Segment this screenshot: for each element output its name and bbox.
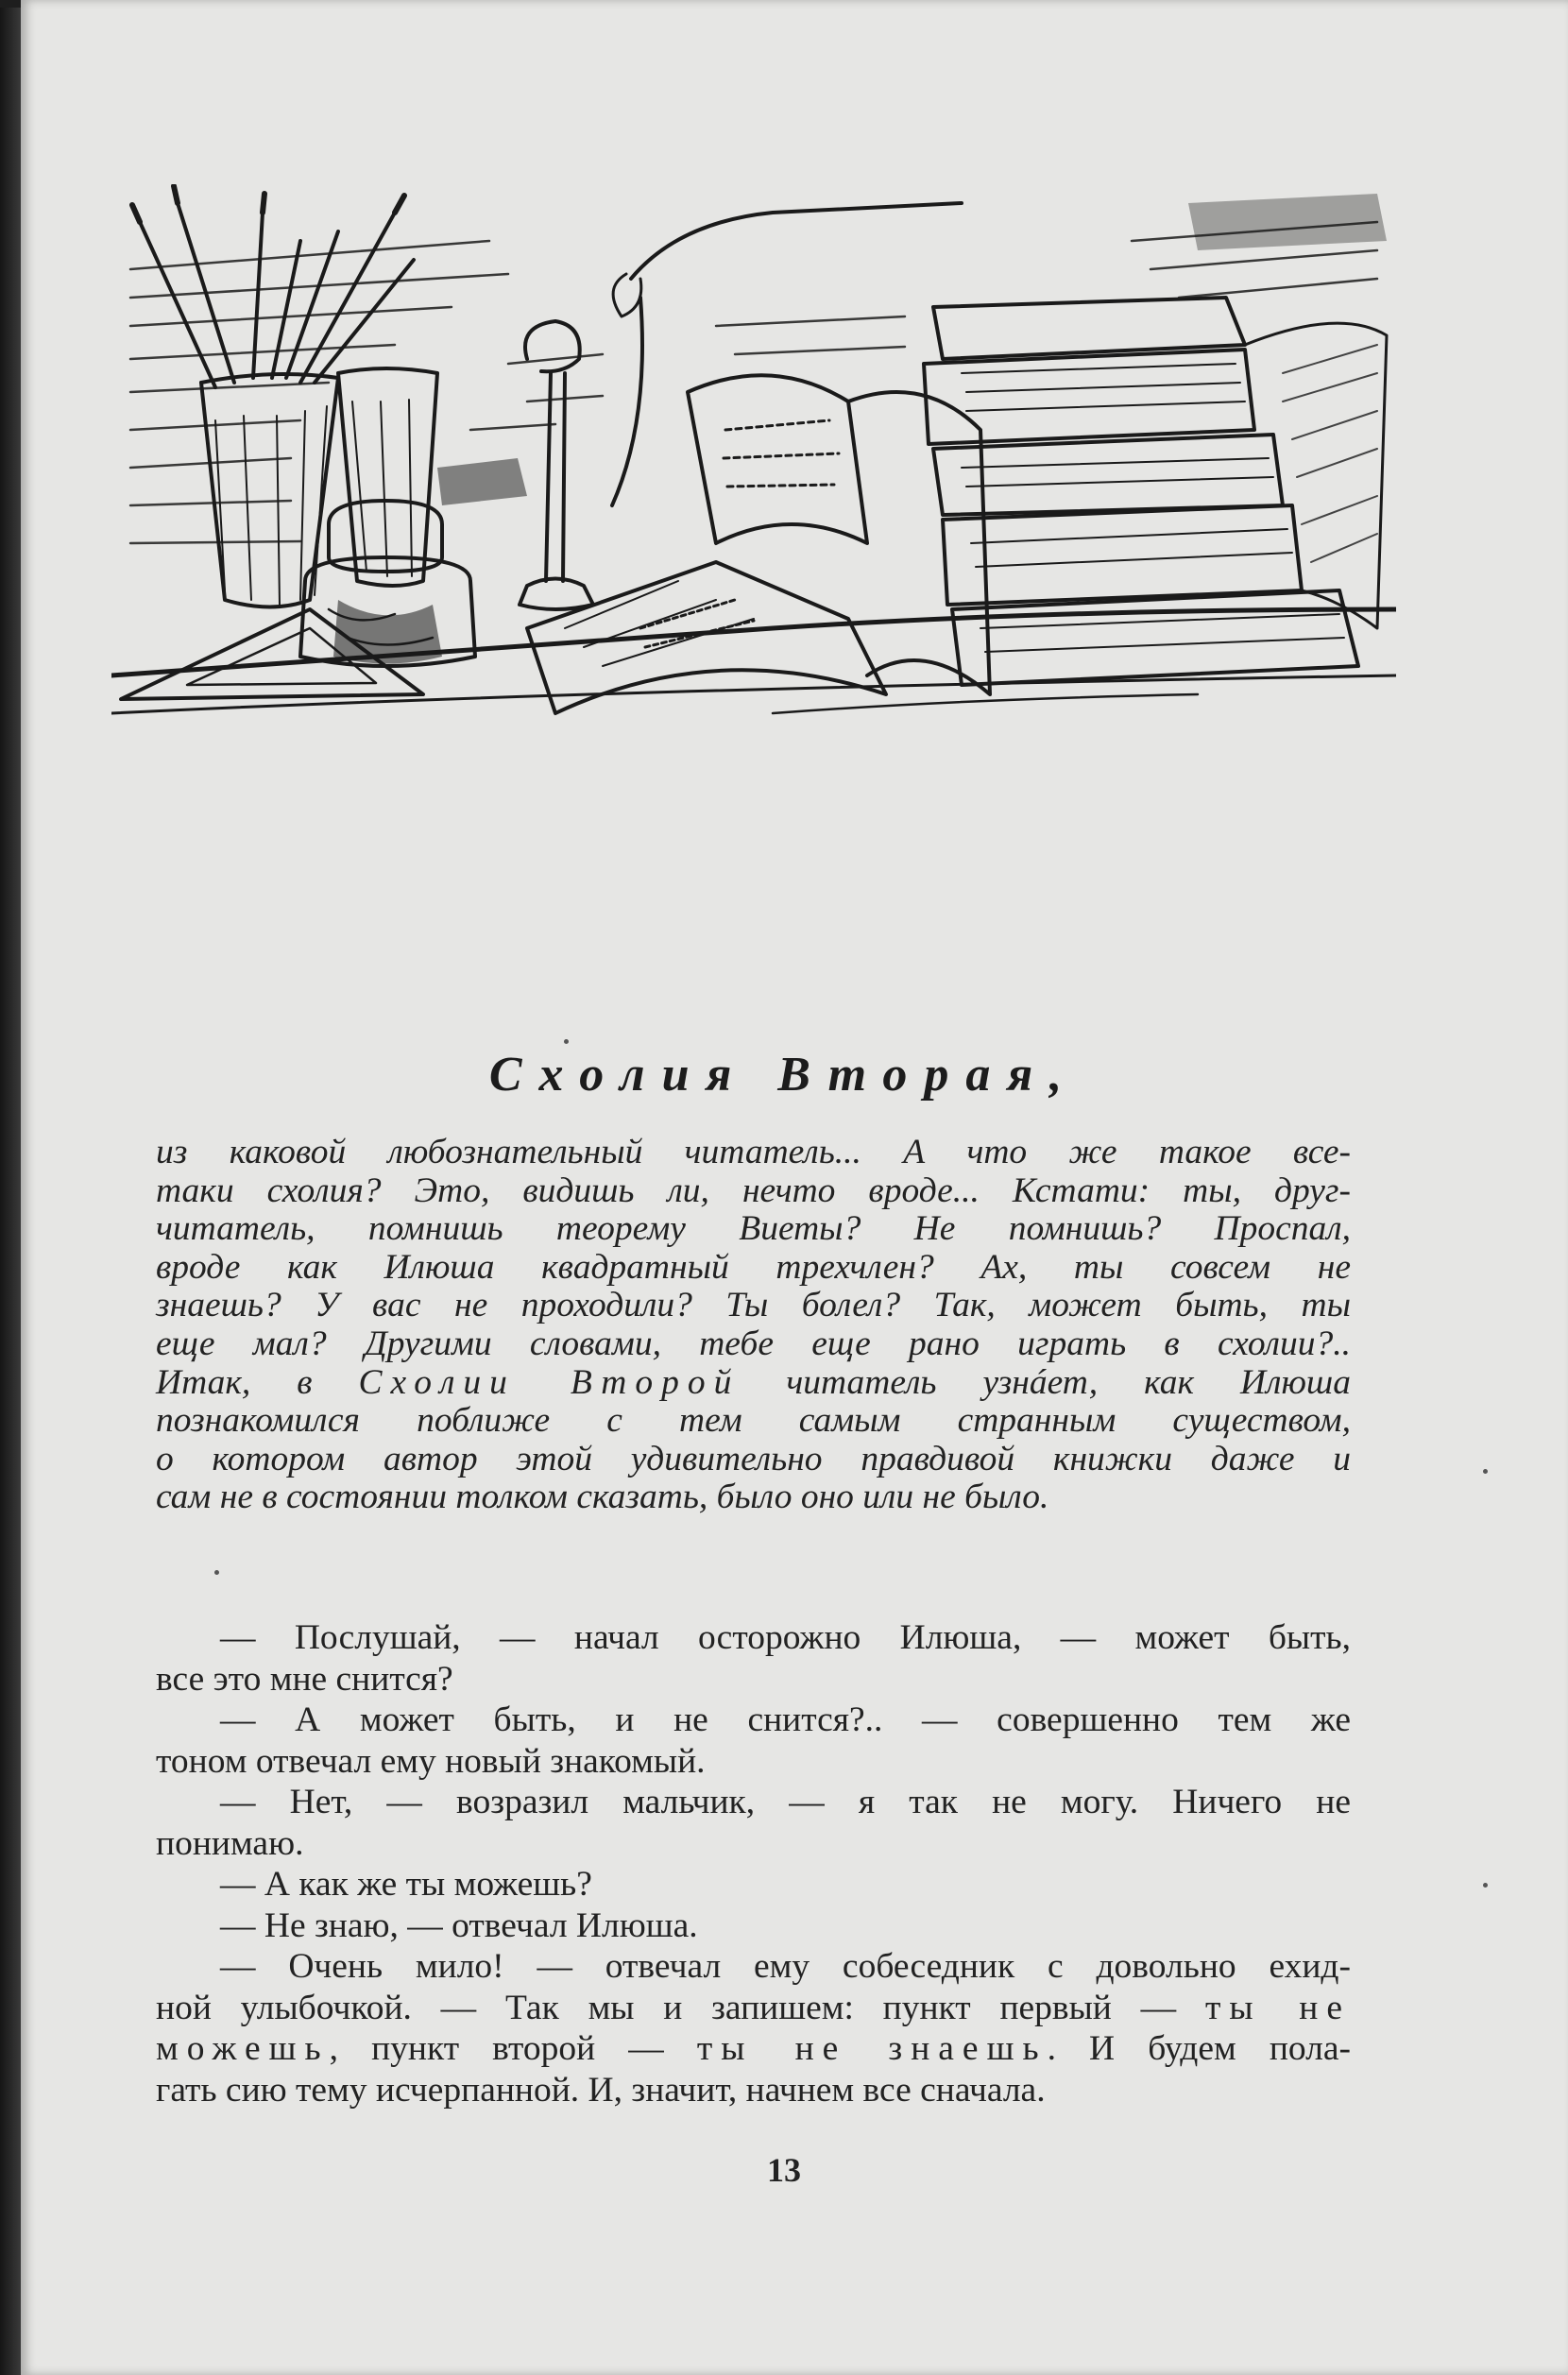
body-line — [156, 1741, 1351, 1783]
epigraph-line: еще мал? Другими словами, тебе еще рано играть в схолии?.. — [156, 1324, 1351, 1363]
speck — [214, 1570, 219, 1575]
book-spine-edge — [0, 0, 21, 2375]
body-line — [156, 1864, 1351, 1905]
body-text-span: понимаю. — [156, 1823, 304, 1863]
desk-still-life-icon — [111, 184, 1396, 770]
body-line — [156, 2028, 1351, 2070]
speck — [1483, 1883, 1488, 1888]
epigraph-text: читатель узнáет, как Илюша — [740, 1362, 1351, 1402]
body-line — [156, 1659, 1351, 1700]
epigraph-emphasis: Схолии Второй — [358, 1362, 741, 1402]
body-text-span: — Послушай, — начал осторожно Илюша, — может быть, — [220, 1618, 1351, 1657]
page-number: 13 — [767, 2151, 801, 2189]
body-text-span: — А как же ты можешь? — [220, 1865, 592, 1904]
body-text-span: — Очень мило! — отвечал ему собеседник с довольно ехид- — [220, 1947, 1351, 1986]
body-text-span: тоном отвечал ему новый знакомый. — [156, 1741, 706, 1781]
body-line — [156, 1946, 1351, 1988]
chapter-title: Схолия Вторая, — [488, 1048, 1080, 1102]
body-text — [156, 1617, 1351, 2110]
desk-still-life-illustration — [111, 184, 1396, 770]
epigraph-line: вроде как Илюша квадратный трехчлен? Ах, ты совсем не — [156, 1247, 1351, 1287]
body-text-span: , пункт второй — — [329, 2029, 697, 2068]
speck — [564, 1039, 569, 1044]
epigraph-line: сам не в состоянии толком сказать, было оно или не было. — [156, 1478, 1049, 1517]
epigraph-text: Итак, в — [156, 1362, 359, 1402]
body-text-span: — А может быть, и не снится?.. — совершенно тем же — [220, 1700, 1351, 1739]
body-text-span: . И будем пола- — [1047, 2029, 1352, 2068]
chapter-epigraph — [156, 1134, 1351, 1517]
epigraph-line: знаешь? У вас не проходили? Ты болел? Так, может быть, ты — [156, 1286, 1351, 1325]
body-text-span: — Не знаю, — отвечал Илюша. — [220, 1905, 698, 1945]
epigraph-line — [156, 1364, 1351, 1403]
body-line — [156, 1988, 1351, 2029]
body-emphasis: ты не — [1204, 1988, 1352, 2027]
body-text-span: все это мне снится? — [156, 1659, 453, 1699]
epigraph-line: читатель, помнишь теорему Виеты? Не помнишь? Проспал, — [156, 1209, 1351, 1249]
epigraph-line: из каковой любознательный читатель... А что же такое все- — [156, 1133, 1351, 1171]
body-emphasis: ты не знаешь — [696, 2029, 1048, 2068]
body-emphasis: можешь — [156, 2029, 330, 2068]
epigraph-line: таки схолия? Это, видишь ли, нечто вроде... Кстати: ты, друг- — [156, 1170, 1351, 1210]
speck — [1483, 1469, 1488, 1474]
body-text-span: ной улыбочкой. — Так мы и запишем: пункт первый — — [156, 1988, 1205, 2027]
body-line — [156, 1782, 1351, 1823]
body-text-span: — Нет, — возразил мальчик, — я так не могу. Ничего не — [220, 1783, 1351, 1821]
body-line — [156, 1905, 1351, 1947]
body-line — [156, 1823, 1351, 1865]
body-line — [156, 1617, 1351, 1659]
epigraph-line: познакомился поближе с тем самым странным существом, — [156, 1401, 1351, 1441]
body-line — [156, 1700, 1351, 1741]
body-text-span: гать сию тему исчерпанной. И, значит, начнем все сначала. — [156, 2070, 1046, 2110]
epigraph-line: о котором автор этой удивительно правдивой книжки даже и — [156, 1439, 1351, 1478]
body-line — [156, 2070, 1351, 2111]
